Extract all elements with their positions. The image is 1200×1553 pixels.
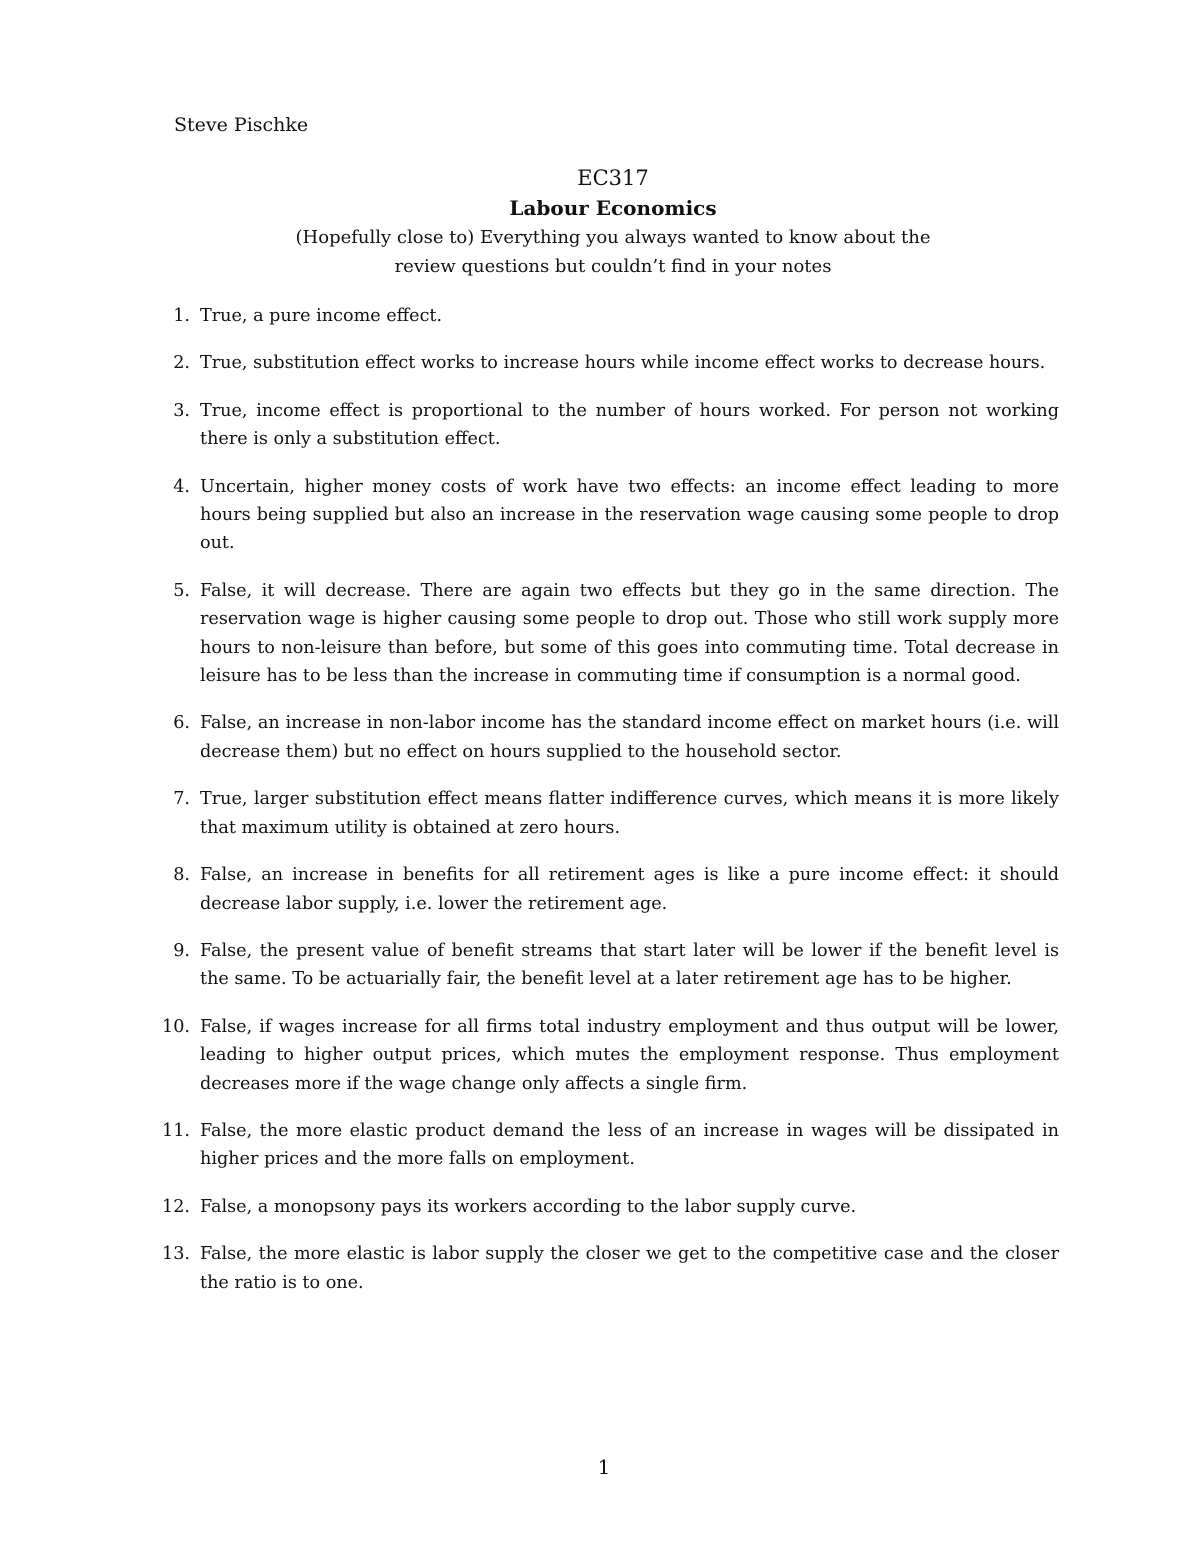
answer-number: 3. [173,400,190,421]
answer-number: 10. [162,1016,190,1037]
answer-number: 6. [173,713,190,734]
answer-number: 9. [173,940,190,961]
answer-text: False, an increase in benefits for all retirement ages is like a pure income effect: it should decrease labor supply, i.e. lower the retirement age. [200,865,1059,914]
page-number: 1 [597,1455,611,1479]
answer-text: True, substitution effect works to increase hours while income effect works to decrease hours. [200,353,1046,374]
course-title: Labour Economics [509,196,717,220]
answer-number: 4. [173,476,190,497]
answer-number: 11. [162,1120,190,1141]
answer-text: False, the more elastic product demand the less of an increase in wages will be dissipated in higher prices and the more falls on employment. [200,1120,1059,1170]
answer-text: True, a pure income effect. [200,306,443,326]
author-name: Steve Pischke [174,114,309,136]
subtitle-line-1: (Hopefully close to) Everything you always wanted to know about the [295,227,931,248]
answer-number: 12. [162,1196,190,1217]
answer-number: 5. [173,580,190,601]
answer-number: 13. [162,1244,190,1265]
answer-item-9 [157,937,1059,994]
answer-number: 7. [173,789,190,810]
answer-number: 8. [173,865,190,886]
answer-item-11 [157,1117,1059,1174]
answer-text: False, a monopsony pays its workers according to the labor supply curve. [200,1196,857,1217]
answer-number: 2. [173,353,190,374]
answer-text: False, it will decrease. There are again two effects but they go in the same direction. The reservation wage is higher causing some people to drop out. Those who still work supply more hours to non-leisure than before, but some of this goes into commuting time. Total decrease in leisure has to be less than the increase in commuting time if consumption is a normal good. [200,580,1059,687]
answer-item-7 [157,785,1059,842]
answer-item-12 [157,1193,1059,1221]
answer-item-2 [157,349,1059,377]
answer-item-3 [157,397,1059,454]
course-code: EC317 [577,166,649,190]
answer-item-5 [157,577,1059,691]
answer-text: True, larger substitution effect means flatter indifference curves, which means it is more likely that maximum utility is obtained at zero hours. [200,789,1059,838]
answer-item-13 [157,1240,1059,1297]
answer-item-1 [157,302,1059,330]
answer-number: 1. [173,306,190,326]
answer-item-6 [157,709,1059,766]
answer-item-10 [157,1013,1059,1098]
subtitle-line-2: review questions but couldn’t find in your notes [394,256,832,277]
answer-list [157,302,1059,1316]
answer-text: False, an increase in non-labor income has the standard income effect on market hours (i.e. will decrease them) but no effect on hours supplied to the household sector. [200,713,1059,762]
answer-text: False, the more elastic is labor supply the closer we get to the competitive case and the closer the ratio is to one. [200,1244,1059,1293]
answer-item-8 [157,861,1059,918]
answer-text: False, the present value of benefit streams that start later will be lower if the benefit level is the same. To be actuarially fair, the benefit level at a later retirement age has to be higher. [200,940,1059,990]
answer-text: Uncertain, higher money costs of work have two effects: an income effect leading to more hours being supplied but also an increase in the reservation wage causing some people to drop out. [200,476,1059,554]
document-header [0,163,1200,281]
answer-item-4 [157,473,1059,558]
answer-text: True, income effect is proportional to the number of hours worked. For person not working there is only a substitution effect. [200,400,1059,450]
answer-text: False, if wages increase for all firms total industry employment and thus output will be lower, leading to higher output prices, which mutes the employment response. Thus employment decreases more if the wage change only affects a single firm. [200,1016,1059,1094]
